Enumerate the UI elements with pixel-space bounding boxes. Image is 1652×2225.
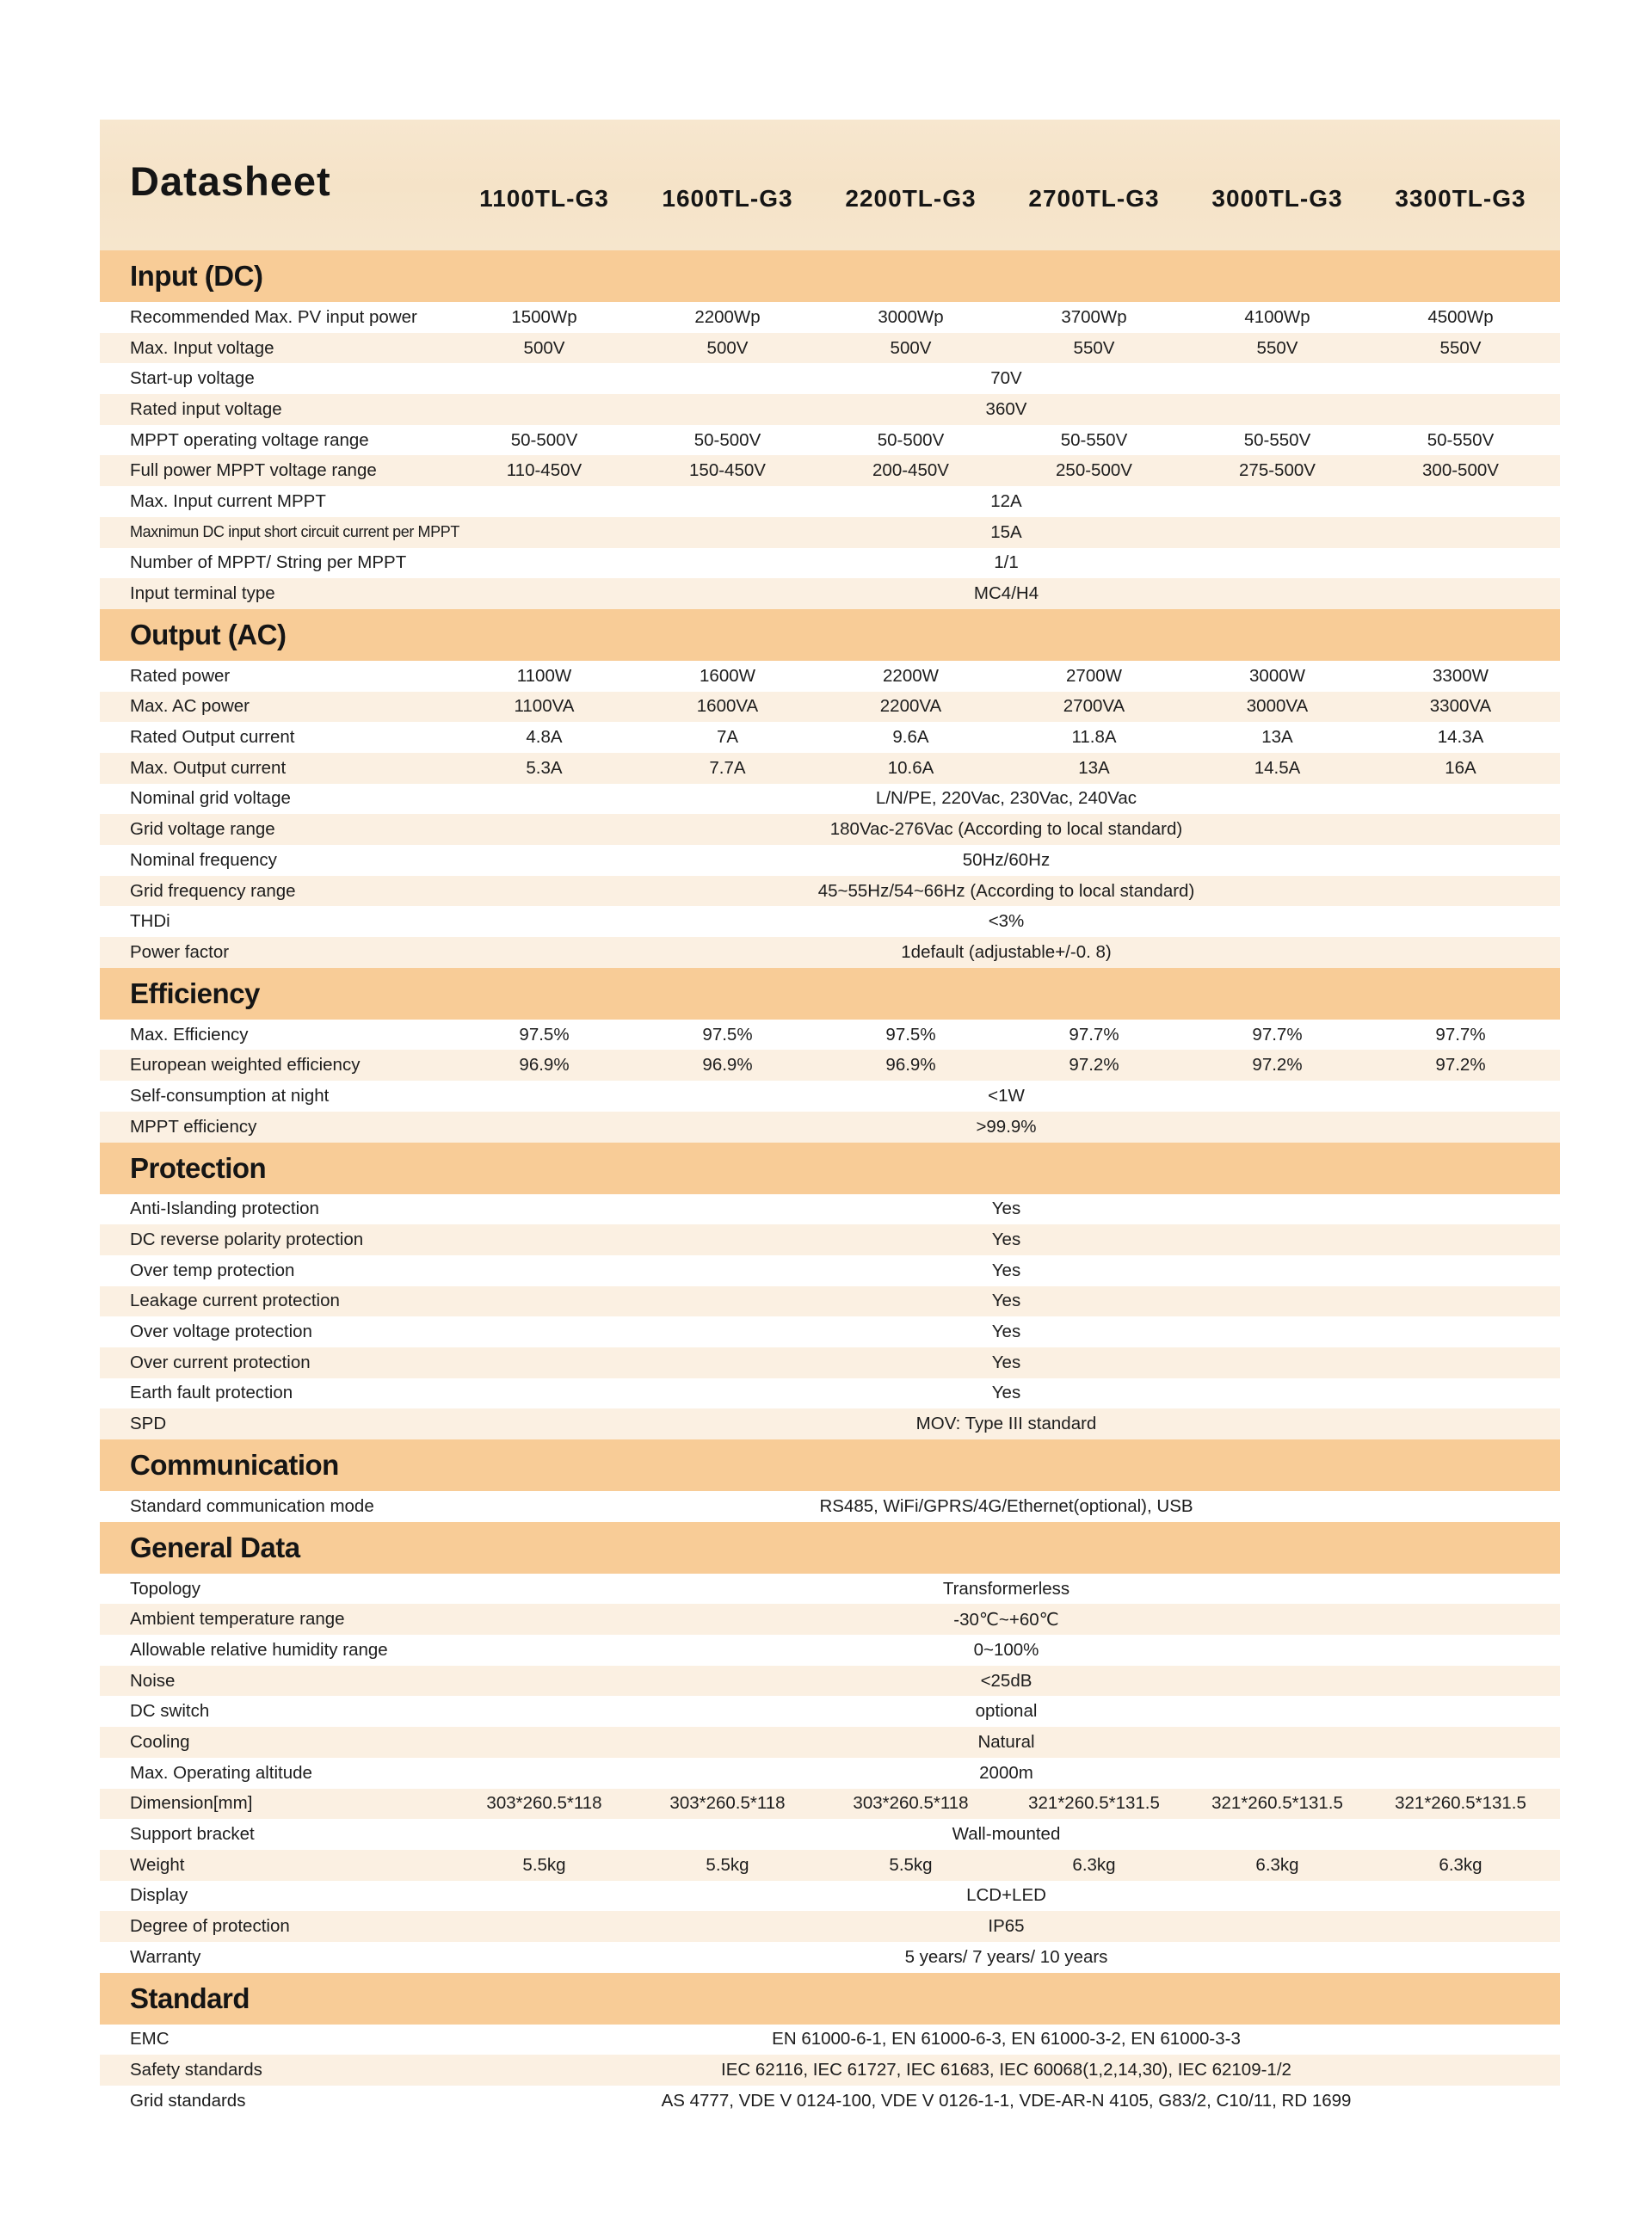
spec-value-shared: AS 4777, VDE V 0124-100, VDE V 0126-1-1, VDE-AR-N 4105, G83/2, C10/11, RD 1699 [661, 2090, 1352, 2111]
spec-label: Grid standards [130, 2090, 246, 2111]
spec-value-shared: Yes [991, 1383, 1021, 1403]
spec-value: 4.8A [526, 727, 563, 748]
section-heading: Communication [100, 1439, 1560, 1491]
spec-row [100, 578, 1560, 609]
spec-label: Cooling [130, 1731, 190, 1752]
spec-row [100, 1604, 1560, 1635]
spec-value: 50-550V [1243, 429, 1311, 450]
spec-value: 3300VA [1429, 696, 1492, 717]
spec-value: 96.9% [519, 1055, 570, 1076]
spec-value-shared: LCD+LED [966, 1885, 1046, 1906]
model-header: 2700TL-G3 [1028, 185, 1160, 212]
spec-row [100, 1286, 1560, 1317]
spec-label: Rated input voltage [130, 398, 282, 419]
model-header: 2200TL-G3 [845, 185, 977, 212]
spec-value: 50-500V [877, 429, 945, 450]
spec-label: Leakage current protection [130, 1291, 340, 1311]
spec-value: 10.6A [887, 757, 934, 778]
spec-value-shared: 0~100% [973, 1639, 1039, 1660]
spec-value-shared: RS485, WiFi/GPRS/4G/Ethernet(optional), USB [819, 1495, 1193, 1516]
spec-value: 303*260.5*118 [853, 1793, 969, 1814]
spec-value: 97.2% [1252, 1055, 1303, 1076]
spec-value-shared: 70V [990, 368, 1022, 389]
spec-value: 14.5A [1254, 757, 1301, 778]
spec-row [100, 722, 1560, 753]
spec-value-shared: Yes [991, 1199, 1021, 1219]
spec-row [100, 302, 1560, 333]
spec-value: 500V [890, 337, 932, 358]
spec-value: 550V [1073, 337, 1115, 358]
section-heading: Protection [100, 1143, 1560, 1194]
spec-value: 500V [523, 337, 565, 358]
spec-row [100, 876, 1560, 907]
spec-value: 150-450V [689, 460, 766, 481]
spec-row [100, 937, 1560, 968]
spec-value: 6.3kg [1255, 1854, 1299, 1875]
spec-row [100, 1727, 1560, 1758]
spec-value: 14.3A [1437, 727, 1484, 748]
spec-value: 50-500V [510, 429, 578, 450]
spec-row [100, 1255, 1560, 1286]
spec-row [100, 2025, 1560, 2056]
spec-value: 16A [1445, 757, 1476, 778]
spec-label: Number of MPPT/ String per MPPT [130, 552, 407, 573]
spec-value: 1600W [700, 665, 755, 686]
spec-value-shared: 2000m [979, 1762, 1033, 1783]
spec-value-shared: Yes [991, 1352, 1021, 1372]
spec-value-shared: <1W [988, 1085, 1025, 1106]
spec-row [100, 1491, 1560, 1522]
spec-row [100, 548, 1560, 579]
spec-value-shared: 180Vac-276Vac (According to local standard) [829, 819, 1183, 840]
spec-value-shared: 1default (adjustable+/-0. 8) [901, 941, 1112, 962]
spec-label: EMC [130, 2029, 170, 2049]
spec-value-shared: 1/1 [994, 552, 1019, 573]
spec-value: 303*260.5*118 [486, 1793, 602, 1814]
spec-value-shared: -30℃~+60℃ [953, 1609, 1059, 1630]
spec-row [100, 1224, 1560, 1255]
model-header: 1100TL-G3 [479, 185, 609, 212]
spec-value: 4100Wp [1244, 306, 1310, 327]
spec-row [100, 1347, 1560, 1378]
spec-value: 50-550V [1060, 429, 1128, 450]
spec-label: Warranty [130, 1946, 201, 1967]
spec-value: 1500Wp [511, 306, 577, 327]
spec-label: Topology [130, 1578, 201, 1599]
spec-row [100, 486, 1560, 517]
spec-row [100, 425, 1560, 456]
spec-label: Standard communication mode [130, 1495, 374, 1516]
spec-sections [100, 250, 1560, 2117]
spec-value-shared: L/N/PE, 220Vac, 230Vac, 240Vac [875, 788, 1137, 809]
page-title: Datasheet [130, 158, 331, 204]
spec-value: 97.5% [519, 1024, 570, 1045]
spec-label: Maxnimun DC input short circuit current per MPPT [130, 523, 459, 541]
spec-label: Max. AC power [130, 696, 250, 717]
spec-label: Max. Operating altitude [130, 1762, 312, 1783]
spec-value: 5.5kg [706, 1854, 749, 1875]
spec-value-shared: Yes [991, 1230, 1021, 1250]
spec-row [100, 1574, 1560, 1605]
spec-row [100, 814, 1560, 845]
spec-label: Rated Output current [130, 727, 295, 748]
spec-value: 97.2% [1069, 1055, 1119, 1076]
spec-label: DC reverse polarity protection [130, 1230, 364, 1250]
spec-label: Max. Efficiency [130, 1024, 249, 1045]
spec-value: 3700Wp [1061, 306, 1127, 327]
spec-value: 2700W [1066, 665, 1122, 686]
spec-row [100, 1911, 1560, 1942]
spec-value: 97.7% [1069, 1024, 1119, 1045]
spec-row [100, 906, 1560, 937]
spec-value: 6.3kg [1072, 1854, 1116, 1875]
spec-row [100, 1408, 1560, 1439]
spec-row [100, 661, 1560, 692]
spec-row [100, 845, 1560, 876]
spec-label: Nominal grid voltage [130, 788, 291, 809]
spec-row [100, 455, 1560, 486]
spec-value: 11.8A [1071, 727, 1117, 748]
section-heading: Input (DC) [100, 250, 1560, 302]
spec-row [100, 1378, 1560, 1409]
spec-row [100, 753, 1560, 784]
spec-row [100, 1050, 1560, 1081]
spec-value-shared: Yes [991, 1260, 1021, 1280]
spec-row [100, 1696, 1560, 1727]
spec-label: Max. Output current [130, 757, 287, 778]
spec-value: 5.3A [526, 757, 563, 778]
spec-row [100, 1112, 1560, 1143]
spec-value: 97.7% [1435, 1024, 1486, 1045]
spec-value: 3300W [1433, 665, 1489, 686]
spec-value: 6.3kg [1439, 1854, 1482, 1875]
spec-row [100, 692, 1560, 723]
model-header: 1600TL-G3 [662, 185, 793, 212]
spec-label: Earth fault protection [130, 1383, 293, 1403]
spec-value: 1600VA [696, 696, 759, 717]
spec-value: 3000Wp [878, 306, 944, 327]
spec-label: Weight [130, 1854, 185, 1875]
spec-value: 96.9% [885, 1055, 936, 1076]
spec-label: Over current protection [130, 1352, 311, 1372]
spec-label: Start-up voltage [130, 368, 255, 389]
spec-label: Safety standards [130, 2060, 262, 2080]
spec-value: 97.5% [885, 1024, 936, 1045]
spec-row [100, 1666, 1560, 1697]
spec-row [100, 363, 1560, 394]
spec-value-shared: IP65 [988, 1916, 1025, 1937]
spec-label: Recommended Max. PV input power [130, 306, 417, 327]
spec-value: 321*260.5*131.5 [1028, 1793, 1160, 1814]
spec-value: 5.5kg [889, 1854, 933, 1875]
spec-value: 13A [1078, 757, 1110, 778]
spec-label: Full power MPPT voltage range [130, 460, 377, 481]
section-heading: Efficiency [100, 968, 1560, 1020]
spec-value: 97.7% [1252, 1024, 1303, 1045]
spec-label: Max. Input voltage [130, 337, 274, 358]
spec-label: MPPT efficiency [130, 1116, 257, 1137]
spec-value-shared: 45~55Hz/54~66Hz (According to local standard) [817, 880, 1195, 901]
section-heading: Standard [100, 1973, 1560, 2025]
spec-row [100, 1819, 1560, 1850]
spec-label: Over voltage protection [130, 1322, 312, 1342]
spec-row [100, 1635, 1560, 1666]
spec-label: SPD [130, 1414, 167, 1434]
spec-value-shared: >99.9% [976, 1116, 1037, 1137]
spec-value: 300-500V [1422, 460, 1499, 481]
spec-value: 2200VA [879, 696, 942, 717]
spec-label: Max. Input current MPPT [130, 490, 326, 511]
spec-label: Display [130, 1885, 188, 1906]
spec-value-shared: MOV: Type III standard [915, 1414, 1097, 1434]
spec-label: Dimension[mm] [130, 1793, 253, 1814]
spec-label: Allowable relative humidity range [130, 1639, 388, 1660]
spec-value-shared: <3% [988, 911, 1025, 932]
spec-value: 96.9% [702, 1055, 753, 1076]
spec-label: Ambient temperature range [130, 1609, 345, 1630]
spec-row [100, 2055, 1560, 2086]
spec-value: 50-550V [1427, 429, 1495, 450]
spec-label: Support bracket [130, 1824, 255, 1845]
spec-row [100, 1081, 1560, 1112]
spec-value: 2200W [883, 665, 939, 686]
spec-value: 550V [1439, 337, 1482, 358]
spec-value-shared: Natural [977, 1731, 1035, 1752]
spec-value: 3000W [1249, 665, 1305, 686]
spec-label: Nominal frequency [130, 849, 277, 870]
spec-label: Self-consumption at night [130, 1085, 330, 1106]
spec-value: 303*260.5*118 [669, 1793, 786, 1814]
model-header: 3000TL-G3 [1211, 185, 1343, 212]
spec-value: 250-500V [1056, 460, 1132, 481]
spec-row [100, 333, 1560, 364]
spec-value: 1100W [516, 665, 572, 686]
spec-value: 97.5% [702, 1024, 753, 1045]
spec-row [100, 1850, 1560, 1881]
spec-label: Input terminal type [130, 583, 275, 604]
spec-row [100, 517, 1560, 548]
spec-label: European weighted efficiency [130, 1055, 361, 1076]
spec-value: 2700VA [1063, 696, 1125, 717]
spec-row [100, 1020, 1560, 1051]
spec-value-shared: <25dB [980, 1670, 1032, 1691]
spec-label: THDi [130, 911, 170, 932]
spec-row [100, 1942, 1560, 1973]
model-header: 3300TL-G3 [1395, 185, 1526, 212]
spec-label: Over temp protection [130, 1260, 295, 1280]
spec-row [100, 784, 1560, 815]
spec-value-shared: MC4/H4 [973, 583, 1039, 604]
spec-value: 4500Wp [1427, 306, 1494, 327]
spec-value: 7A [716, 727, 739, 748]
spec-value: 550V [1256, 337, 1298, 358]
datasheet-table [100, 120, 1560, 2117]
spec-value-shared: 50Hz/60Hz [962, 849, 1051, 870]
spec-row [100, 1881, 1560, 1912]
spec-value: 13A [1261, 727, 1293, 748]
spec-value-shared: 5 years/ 7 years/ 10 years [904, 1946, 1108, 1967]
spec-row [100, 1789, 1560, 1820]
spec-value: 275-500V [1239, 460, 1316, 481]
spec-value-shared: 360V [985, 398, 1027, 419]
spec-value: 321*260.5*131.5 [1211, 1793, 1343, 1814]
spec-value: 97.2% [1435, 1055, 1486, 1076]
spec-value: 3000VA [1246, 696, 1309, 717]
spec-value: 321*260.5*131.5 [1395, 1793, 1526, 1814]
spec-label: Noise [130, 1670, 176, 1691]
spec-label: Grid voltage range [130, 819, 275, 840]
spec-row [100, 2086, 1560, 2117]
spec-value: 500V [706, 337, 749, 358]
spec-value-shared: EN 61000-6-1, EN 61000-6-3, EN 61000-3-2, EN 61000-3-3 [772, 2029, 1241, 2049]
section-heading: General Data [100, 1522, 1560, 1574]
spec-value: 50-500V [693, 429, 761, 450]
spec-value: 2200Wp [694, 306, 761, 327]
spec-row [100, 394, 1560, 425]
spec-value: 5.5kg [522, 1854, 566, 1875]
spec-label: Grid frequency range [130, 880, 296, 901]
spec-row [100, 1194, 1560, 1225]
spec-label: Power factor [130, 941, 230, 962]
spec-value-shared: 15A [990, 521, 1022, 542]
spec-value-shared: Wall-mounted [952, 1824, 1061, 1845]
spec-value-shared: Yes [991, 1322, 1021, 1342]
spec-label: Degree of protection [130, 1916, 290, 1937]
spec-value: 1100VA [514, 696, 575, 717]
section-heading: Output (AC) [100, 609, 1560, 661]
spec-value: 9.6A [892, 727, 929, 748]
spec-label: MPPT operating voltage range [130, 429, 369, 450]
spec-value-shared: Transformerless [942, 1578, 1070, 1599]
spec-value-shared: optional [975, 1701, 1038, 1722]
spec-value-shared: IEC 62116, IEC 61727, IEC 61683, IEC 60068(1,2,14,30), IEC 62109-1/2 [721, 2060, 1291, 2080]
spec-value: 7.7A [709, 757, 746, 778]
spec-value-shared: 12A [990, 490, 1022, 511]
spec-value-shared: Yes [991, 1291, 1021, 1311]
spec-label: Rated power [130, 665, 231, 686]
spec-row [100, 1758, 1560, 1789]
spec-value: 200-450V [872, 460, 949, 481]
spec-value: 110-450V [506, 460, 583, 481]
table-header [100, 120, 1560, 250]
spec-label: Anti-Islanding protection [130, 1199, 319, 1219]
spec-row [100, 1316, 1560, 1347]
spec-label: DC switch [130, 1701, 210, 1722]
